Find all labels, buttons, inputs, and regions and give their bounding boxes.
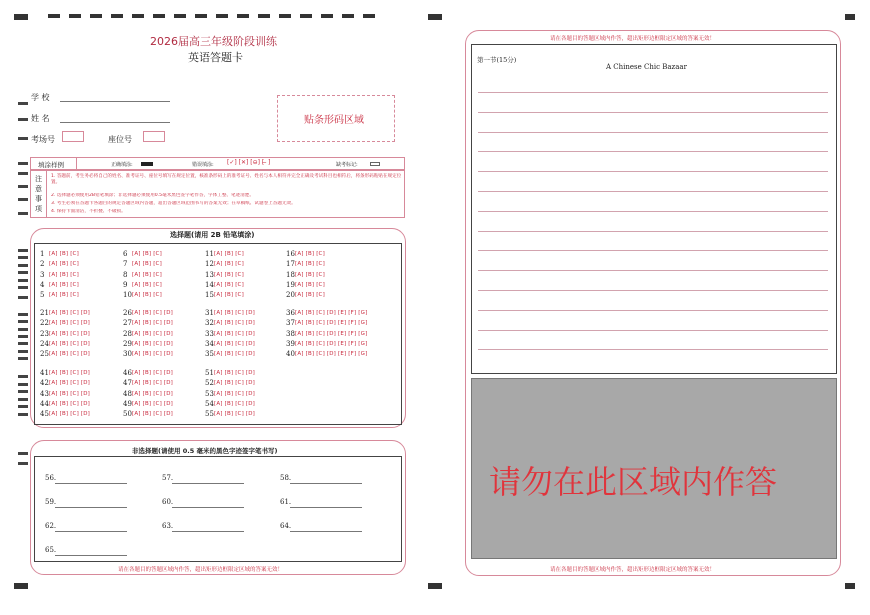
answer-options[interactable]: [A] [B] [C] xyxy=(295,261,325,268)
answer-options[interactable]: [A] [B] [C] xyxy=(214,281,244,288)
question-number: 39 xyxy=(286,339,295,348)
answer-options[interactable]: [A] [B] [C] [D] xyxy=(49,310,91,316)
notice-item: 1. 答题前，考生务必将自己的姓名、准考证号、座位号填写在规定位置，核准条形码上的准考证号、姓名与本人相符并完全正确及考试科目也相符后，将条形码粘贴在规定位置。 xyxy=(51,174,402,185)
answer-options[interactable]: [A] [B] [C] [D] xyxy=(132,310,174,316)
fill-item-number: 62. xyxy=(45,522,57,530)
answer-options[interactable]: [A] [B] [C] xyxy=(49,292,79,299)
question-number: 52 xyxy=(205,379,214,388)
question-number: 8 xyxy=(123,270,128,279)
answer-options[interactable]: [A] [B] [C] xyxy=(49,281,79,288)
answer-options[interactable]: [A] [B] [C] [D] xyxy=(214,310,256,316)
answer-options[interactable]: [A] [B] [C] xyxy=(295,292,325,299)
answer-options[interactable]: [A] [B] [C] [D] xyxy=(214,390,256,397)
question-number: 40 xyxy=(286,350,295,359)
question-number: 4 xyxy=(40,280,45,289)
side-mark xyxy=(18,256,28,259)
side-mark xyxy=(18,264,28,267)
fill-example-label: 填涂样例 xyxy=(38,161,64,169)
right-top-warning: 请在各题目的答题区域内作答，超出矩形边框限定区域的答案无效！ xyxy=(550,36,716,42)
writing-line[interactable] xyxy=(478,171,828,172)
no-answer-area xyxy=(471,378,837,559)
timing-mark xyxy=(237,14,249,18)
side-mark xyxy=(18,137,28,140)
essay-title: A Chinese Chic Bazaar xyxy=(606,63,687,71)
writing-line[interactable] xyxy=(478,330,828,331)
answer-options[interactable]: [A] [B] [C] xyxy=(214,251,244,257)
barcode-label: 贴条形码区域 xyxy=(304,115,364,126)
side-mark xyxy=(18,185,28,188)
question-number: 49 xyxy=(123,399,132,408)
timing-mark xyxy=(342,14,354,18)
right-bottom-warning: 请在各题目的答题区域内作答，超出矩形边框限定区域的答案无效！ xyxy=(550,567,716,573)
question-number: 10 xyxy=(123,291,132,300)
question-number: 28 xyxy=(123,329,132,338)
timing-mark xyxy=(48,14,60,18)
answer-options[interactable]: [A] [B] [C] xyxy=(295,251,325,257)
question-number: 51 xyxy=(205,369,214,377)
answer-options[interactable]: [A] [B] [C] xyxy=(49,261,79,268)
writing-line[interactable] xyxy=(478,250,828,251)
timing-mark xyxy=(69,14,81,18)
writing-line[interactable] xyxy=(478,92,828,93)
fill-item-number: 58. xyxy=(280,474,292,482)
side-mark xyxy=(18,313,28,316)
side-mark xyxy=(18,335,28,338)
side-mark xyxy=(18,342,28,345)
side-mark xyxy=(18,279,28,282)
question-number: 46 xyxy=(123,369,132,377)
side-mark xyxy=(18,350,28,353)
side-mark xyxy=(18,462,28,465)
nonchoice-section-title: 非选择题(请使用 0.5 毫米的黑色字迹签字笔书写) xyxy=(132,447,278,455)
fill-item-line[interactable] xyxy=(290,531,362,532)
writing-line[interactable] xyxy=(478,290,828,291)
answer-options[interactable]: [A] [B] [C] [D] xyxy=(49,380,91,387)
fill-item-number: 61. xyxy=(280,498,292,506)
side-mark xyxy=(18,198,28,201)
answer-options[interactable]: [A] [B] [C] [D] xyxy=(214,351,256,358)
fill-item-line[interactable] xyxy=(290,483,362,484)
answer-options[interactable]: [A] [B] [C] [D] xyxy=(132,411,174,418)
side-mark xyxy=(18,212,28,215)
answer-options[interactable]: [A] [B] [C] xyxy=(132,271,162,278)
answer-options[interactable]: [A] [B] [C] [D] xyxy=(214,320,256,327)
side-mark xyxy=(18,405,28,408)
timing-mark xyxy=(216,14,228,18)
timing-mark xyxy=(111,14,123,18)
writing-line[interactable] xyxy=(478,310,828,311)
fill-item-number: 59. xyxy=(45,498,57,506)
answer-options[interactable]: [A] [B] [C] [D] xyxy=(214,411,256,418)
side-mark xyxy=(18,296,28,299)
seat-box[interactable] xyxy=(143,131,165,142)
answer-options[interactable]: [A] [B] [C] xyxy=(214,292,244,299)
essay-frame xyxy=(471,44,837,374)
timing-mark xyxy=(258,14,270,18)
writing-line[interactable] xyxy=(478,349,828,350)
question-number: 3 xyxy=(40,270,45,279)
side-mark xyxy=(18,383,28,386)
fill-item-number: 57. xyxy=(162,474,174,482)
room-box[interactable] xyxy=(62,131,84,142)
registration-mark xyxy=(428,583,442,589)
question-number: 34 xyxy=(205,339,214,348)
answer-options[interactable]: [A] [B] [C] [D] xyxy=(214,370,256,376)
question-number: 47 xyxy=(123,379,132,388)
answer-options[interactable]: [A] [B] [C] [D] xyxy=(49,390,91,397)
timing-mark xyxy=(279,14,291,18)
answer-options[interactable]: [A] [B] [C] [D] xyxy=(49,400,91,407)
fill-item-line[interactable] xyxy=(290,507,362,508)
question-number: 43 xyxy=(40,389,49,398)
left-bottom-warning: 请在各题目的答题区域内作答，超出矩形边框限定区域的答案无效！ xyxy=(118,567,284,573)
notice-box xyxy=(30,170,405,218)
correct-fill-mark xyxy=(141,162,153,166)
registration-mark xyxy=(428,14,442,20)
question-number: 14 xyxy=(205,280,214,289)
question-number: 11 xyxy=(205,250,214,258)
answer-options[interactable]: [A] [B] [C] xyxy=(214,261,244,268)
fill-item-number: 65. xyxy=(45,546,57,554)
choice-section-title: 选择题(请用 2B 铅笔填涂) xyxy=(170,231,255,239)
fill-item-line[interactable] xyxy=(55,483,127,484)
fill-item-number: 60. xyxy=(162,498,174,506)
timing-mark xyxy=(321,14,333,18)
question-number: 15 xyxy=(205,291,214,300)
writing-line[interactable] xyxy=(478,231,828,232)
question-number: 36 xyxy=(286,309,295,317)
question-number: 18 xyxy=(286,270,295,279)
answer-options[interactable]: [A] [B] [C] [D] xyxy=(132,340,174,347)
question-number: 38 xyxy=(286,329,295,338)
registration-mark xyxy=(14,583,28,589)
no-answer-text: 请勿在此区域内作答 xyxy=(489,463,778,501)
writing-line[interactable] xyxy=(478,270,828,271)
card-title: 英语答题卡 xyxy=(188,51,243,64)
side-mark xyxy=(18,328,28,331)
answer-options[interactable]: [A] [B] [C] [D] xyxy=(132,370,174,376)
timing-mark xyxy=(153,14,165,18)
question-number: 20 xyxy=(286,291,295,300)
answer-options[interactable]: [A] [B] [C] [D] xyxy=(132,380,174,387)
question-number: 37 xyxy=(286,319,295,328)
answer-options[interactable]: [A] [B] [C] [D] xyxy=(49,340,91,347)
answer-options[interactable]: [A] [B] [C] [D] xyxy=(132,351,174,358)
answer-options[interactable]: [A] [B] [C] [D] xyxy=(49,320,91,327)
answer-options[interactable]: [A] [B] [C] [D] [E] [F] [G] xyxy=(295,340,368,347)
fill-item-number: 63. xyxy=(162,522,174,530)
question-number: 48 xyxy=(123,389,132,398)
answer-options[interactable]: [A] [B] [C] xyxy=(132,281,162,288)
fill-item-line[interactable] xyxy=(55,507,127,508)
answer-options[interactable]: [A] [B] [C] [D] xyxy=(132,320,174,327)
correct-fill-label: 正确填涂: xyxy=(111,162,133,168)
question-number: 6 xyxy=(123,250,128,258)
question-number: 44 xyxy=(40,399,49,408)
fill-item-line[interactable] xyxy=(172,483,244,484)
side-mark xyxy=(18,398,28,401)
answer-options[interactable]: [A] [B] [C] xyxy=(49,271,79,278)
answer-options[interactable]: [A] [B] [C] [D] [E] [F] [G] xyxy=(295,310,368,316)
registration-mark xyxy=(14,14,28,20)
question-number: 32 xyxy=(205,319,214,328)
question-number: 45 xyxy=(40,410,49,419)
question-number: 13 xyxy=(205,270,214,279)
question-number: 35 xyxy=(205,350,214,359)
question-number: 30 xyxy=(123,350,132,359)
question-number: 24 xyxy=(40,339,49,348)
answer-options[interactable]: [A] [B] [C] xyxy=(132,261,162,268)
question-number: 33 xyxy=(205,329,214,338)
registration-mark xyxy=(845,583,855,589)
question-number: 55 xyxy=(205,410,214,419)
answer-options[interactable]: [A] [B] [C] [D] xyxy=(214,400,256,407)
answer-options[interactable]: [A] [B] [C] xyxy=(132,292,162,299)
question-number: 29 xyxy=(123,339,132,348)
question-number: 2 xyxy=(40,260,45,269)
side-mark xyxy=(18,357,28,360)
writing-line[interactable] xyxy=(478,112,828,113)
section-label: 第一节(15分) xyxy=(477,56,517,64)
writing-line[interactable] xyxy=(478,191,828,192)
fill-item-line[interactable] xyxy=(55,531,127,532)
side-mark xyxy=(18,413,28,416)
notice-item: 3. 考生必须在答题卡各题目的规定答题区域内答题，超出答题区域范围书写的答案无效；在草稿纸、试题卷上答题无效。 xyxy=(51,201,296,206)
answer-options[interactable]: [A] [B] [C] [D] xyxy=(214,340,256,347)
answer-options[interactable]: [A] [B] [C] xyxy=(295,281,325,288)
answer-options[interactable]: [A] [B] [C] [D] xyxy=(49,370,91,376)
fill-item-number: 56. xyxy=(45,474,57,482)
absent-mark-label: 缺考标记: xyxy=(336,162,358,168)
timing-mark xyxy=(300,14,312,18)
answer-options[interactable]: [A] [B] [C] [D] xyxy=(132,400,174,407)
fill-item-line[interactable] xyxy=(55,555,127,556)
side-mark xyxy=(18,162,28,165)
answer-options[interactable]: [A] [B] [C] [D] xyxy=(49,351,91,358)
answer-options[interactable]: [A] [B] [C] [D] [E] [F] [G] xyxy=(295,320,368,327)
question-number: 7 xyxy=(123,260,128,269)
side-mark xyxy=(18,172,28,175)
side-mark xyxy=(18,286,28,289)
nonchoice-frame xyxy=(34,456,402,562)
answer-options[interactable]: [A] [B] [C] xyxy=(214,271,244,278)
absent-mark-box[interactable] xyxy=(370,162,380,166)
answer-options[interactable]: [A] [B] [C] [D] xyxy=(49,411,91,418)
question-number: 27 xyxy=(123,319,132,328)
question-number: 53 xyxy=(205,389,214,398)
name-label: 姓 名 xyxy=(31,114,50,123)
question-number: 12 xyxy=(205,260,214,269)
fill-item-line[interactable] xyxy=(172,531,244,532)
question-number: 21 xyxy=(40,309,49,317)
side-mark xyxy=(18,249,28,252)
wrong-fill-label: 错误填涂: xyxy=(192,162,214,168)
notice-item: 4. 保持卡面清洁，不折叠、不破损。 xyxy=(51,209,126,214)
side-mark xyxy=(18,102,28,105)
seat-label: 座位号 xyxy=(108,135,132,144)
side-mark xyxy=(18,118,28,121)
wrong-fill-marks: [✓] [✕] [⊖] [ ̶ ] xyxy=(227,159,271,166)
side-mark xyxy=(18,375,28,378)
school-field[interactable] xyxy=(60,101,170,102)
question-number: 31 xyxy=(205,309,214,317)
timing-mark xyxy=(195,14,207,18)
notice-item: 2. 选择题必须使用2B铅笔填涂；非选择题必须使用0.5毫米黑色签字笔作答，字体工整、笔迹清楚。 xyxy=(51,193,254,198)
question-number: 19 xyxy=(286,280,295,289)
room-label: 考场号 xyxy=(31,135,55,144)
question-number: 25 xyxy=(40,350,49,359)
answer-options[interactable]: [A] [B] [C] [D] xyxy=(214,330,256,337)
writing-line[interactable] xyxy=(478,151,828,152)
question-number: 9 xyxy=(123,280,128,289)
writing-line[interactable] xyxy=(478,211,828,212)
question-number: 26 xyxy=(123,309,132,317)
question-number: 42 xyxy=(40,379,49,388)
answer-options[interactable]: [A] [B] [C] [D] [E] [F] [G] xyxy=(295,330,368,337)
fill-item-line[interactable] xyxy=(172,507,244,508)
question-number: 16 xyxy=(286,250,295,258)
writing-line[interactable] xyxy=(478,132,828,133)
side-mark xyxy=(18,452,28,455)
answer-options[interactable]: [A] [B] [C] [D] [E] [F] [G] xyxy=(295,351,368,358)
name-field[interactable] xyxy=(60,122,170,123)
exam-title: 2026届高三年级阶段训练 xyxy=(150,35,277,48)
answer-options[interactable]: [A] [B] [C] [D] xyxy=(49,330,91,337)
timing-mark xyxy=(90,14,102,18)
question-number: 41 xyxy=(40,369,49,377)
timing-mark xyxy=(174,14,186,18)
side-mark xyxy=(18,320,28,323)
timing-mark xyxy=(363,14,375,18)
side-mark xyxy=(18,271,28,274)
question-number: 17 xyxy=(286,260,295,269)
barcode-area xyxy=(277,95,395,142)
notice-label: 注意事项 xyxy=(35,175,42,213)
answer-options[interactable]: [A] [B] [C] [D] xyxy=(132,330,174,337)
answer-options[interactable]: [A] [B] [C] [D] xyxy=(214,380,256,387)
school-label: 学 校 xyxy=(31,93,50,102)
question-number: 50 xyxy=(123,410,132,419)
fill-item-number: 64. xyxy=(280,522,292,530)
question-number: 54 xyxy=(205,399,214,408)
answer-options[interactable]: [A] [B] [C] xyxy=(295,271,325,278)
registration-mark xyxy=(845,14,855,20)
question-number: 22 xyxy=(40,319,49,328)
question-number: 23 xyxy=(40,329,49,338)
question-number: 5 xyxy=(40,291,45,300)
answer-options[interactable]: [A] [B] [C] xyxy=(49,251,79,257)
side-mark xyxy=(18,390,28,393)
timing-mark xyxy=(132,14,144,18)
answer-options[interactable]: [A] [B] [C] [D] xyxy=(132,390,174,397)
fill-example-row xyxy=(30,157,405,170)
question-number: 1 xyxy=(40,250,45,258)
answer-options[interactable]: [A] [B] [C] xyxy=(132,251,162,257)
